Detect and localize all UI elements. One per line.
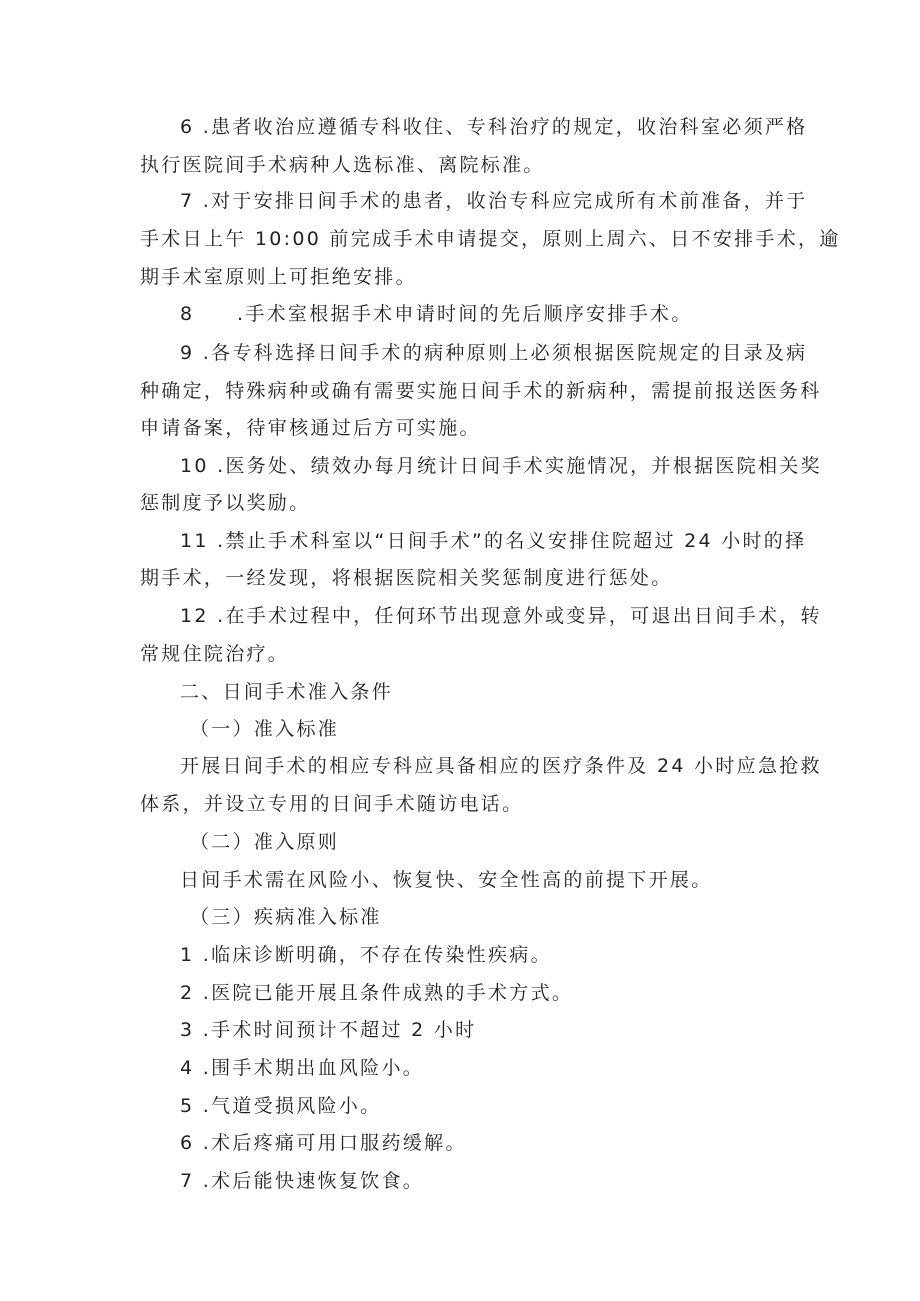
paragraph-line: 常规住院治疗。	[140, 643, 290, 665]
paragraph-line: 手术日上午 10:00 前完成手术申请提交，原则上周六、日不安排手术，逾	[140, 228, 841, 250]
paragraph-line: 开展日间手术的相应专科应具备相应的医疗条件及 24 小时应急抢救	[180, 755, 822, 777]
paragraph-line: 6 .患者收治应遵循专科收住、专科治疗的规定，收治科室必须严格	[180, 116, 808, 138]
paragraph-line: 12 .在手术过程中，任何环节出现意外或变异，可退出日间手术，转	[180, 605, 822, 627]
paragraph-line: 10 .医务处、绩效办每月统计日间手术实施情况，并根据医院相关奖	[180, 455, 822, 477]
list-item: 2 .医院已能开展且条件成熟的手术方式。	[180, 982, 574, 1004]
list-item: 7 .术后能快速恢复饮食。	[180, 1170, 425, 1192]
paragraph-line: 9 .各专科选择日间手术的病种原则上必须根据医院规定的目录及病	[180, 342, 808, 364]
paragraph-line: 日间手术需在风险小、恢复快、安全性高的前提下开展。	[180, 869, 713, 891]
paragraph-line: 申请备案，待审核通过后方可实施。	[140, 417, 481, 439]
list-item: 3 .手术时间预计不超过 2 小时	[180, 1019, 477, 1041]
paragraph-line: 执行医院间手术病种人选标准、离院标准。	[140, 154, 545, 176]
section-heading: 二、日间手术准入条件	[180, 681, 394, 703]
subsection-heading: （三）疾病准入标准	[190, 906, 382, 928]
paragraph-line: 期手术室原则上可拒绝安排。	[140, 266, 417, 288]
paragraph-line: 种确定，特殊病种或确有需要实施日间手术的新病种，需提前报送医务科	[140, 380, 822, 402]
paragraph-line: 11 .禁止手术科室以“日间手术”的名义安排住院超过 24 小时的择	[180, 530, 807, 552]
paragraph-line: 期手术，一经发现，将根据医院相关奖惩制度进行惩处。	[140, 567, 673, 589]
paragraph-line: 体系，并设立专用的日间手术随访电话。	[140, 793, 524, 815]
paragraph-line: 8 .手术室根据手术申请时间的先后顺序安排手术。	[180, 303, 693, 325]
list-item: 6 .术后疼痛可用口服药缓解。	[180, 1132, 467, 1154]
list-item: 1 .临床诊断明确，不存在传染性疾病。	[180, 944, 552, 966]
paragraph-line: 7 .对于安排日间手术的患者，收治专科应完成所有术前准备，并于	[180, 190, 808, 212]
subsection-heading: （一）准入标准	[190, 718, 340, 740]
subsection-heading: （二）准入原则	[190, 831, 340, 853]
list-item: 5 .气道受损风险小。	[180, 1095, 382, 1117]
paragraph-line: 惩制度予以奖励。	[140, 492, 311, 514]
list-item: 4 .围手术期出血风险小。	[180, 1057, 425, 1079]
